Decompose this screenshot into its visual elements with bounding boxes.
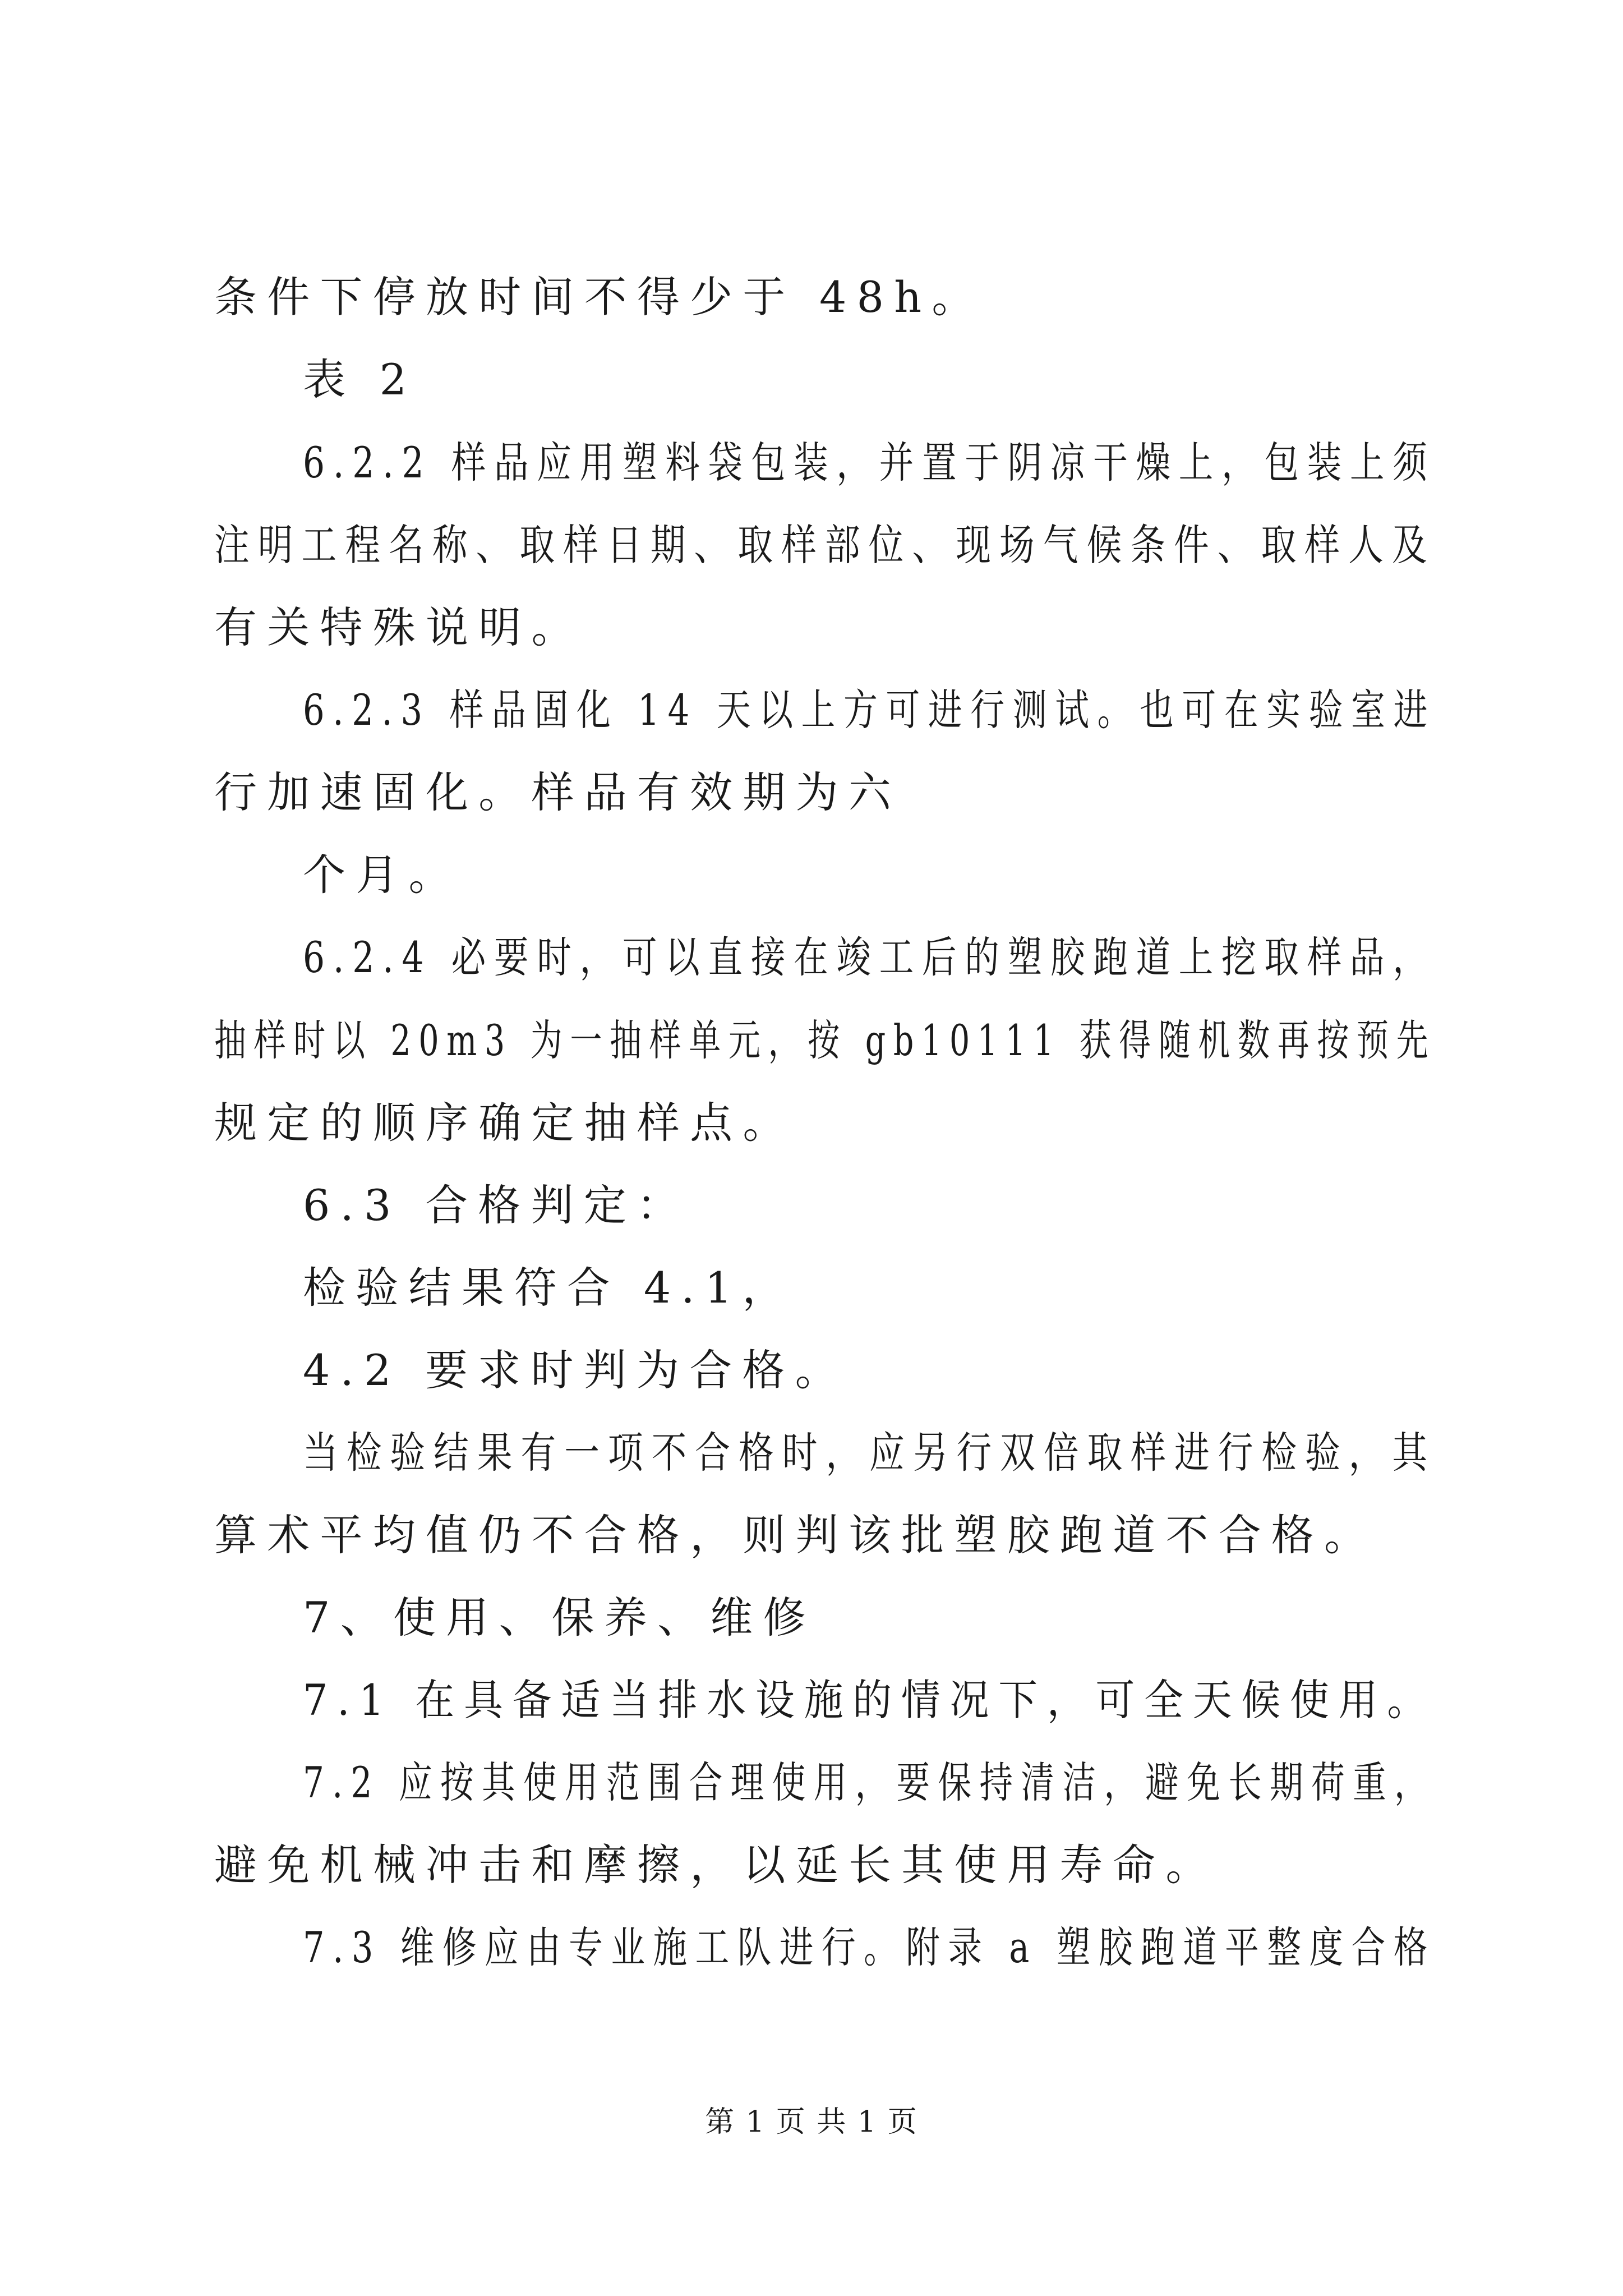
text-line: 7、使用、保养、维修 <box>303 1593 816 1642</box>
page-number: 第 1 页 共 1 页 <box>705 2105 918 2139</box>
text-line: 6.2.2 样品应用塑料袋包装，并置于阴凉干燥上，包装上须 <box>303 438 1436 487</box>
text-line: 7.1 在具备适当排水设施的情况下，可全天候使用。 <box>303 1675 1436 1725</box>
text-line: 规定的顺序确定抽样点。 <box>214 1098 796 1148</box>
text-line: 当检验结果有一项不合格时，应另行双倍取样进行检验，其 <box>303 1428 1436 1478</box>
text-line: 6.2.4 必要时，可以直接在竣工后的塑胶跑道上挖取样品， <box>303 932 1436 982</box>
text-line: 条件下停放时间不得少于 48h。 <box>214 272 985 322</box>
text-line: 6.2.3 样品固化 14 天以上方可进行测试。也可在实验室进 <box>303 685 1436 735</box>
text-line: 7.3 维修应由专业施工队进行。附录 a 塑胶跑道平整度合格 <box>303 1922 1436 1972</box>
text-line: 6.3 合格判定： <box>303 1180 690 1230</box>
text-line: 避免机械冲击和摩擦，以延长其使用寿命。 <box>214 1840 1219 1890</box>
text-line: 注明工程名称、取样日期、取样部位、现场气候条件、取样人及 <box>214 520 1436 570</box>
text-line: 个月。 <box>303 850 462 900</box>
text-line: 有关特殊说明。 <box>214 602 584 652</box>
text-line: 表 2 <box>303 355 417 404</box>
text-line: 4.2 要求时判为合格。 <box>303 1345 848 1395</box>
text-line: 算术平均值仍不合格，则判该批塑胶跑道不合格。 <box>214 1510 1377 1560</box>
text-line: 检验结果符合 4.1， <box>303 1263 795 1313</box>
text-line: 行加速固化。样品有效期为六 <box>214 767 902 817</box>
text-line: 7.2 应按其使用范围合理使用，要保持清洁，避免长期荷重， <box>303 1757 1436 1807</box>
text-line: 抽样时以 20m3 为一抽样单元，按 gb10111 获得随机数再按预先 <box>214 1015 1436 1065</box>
